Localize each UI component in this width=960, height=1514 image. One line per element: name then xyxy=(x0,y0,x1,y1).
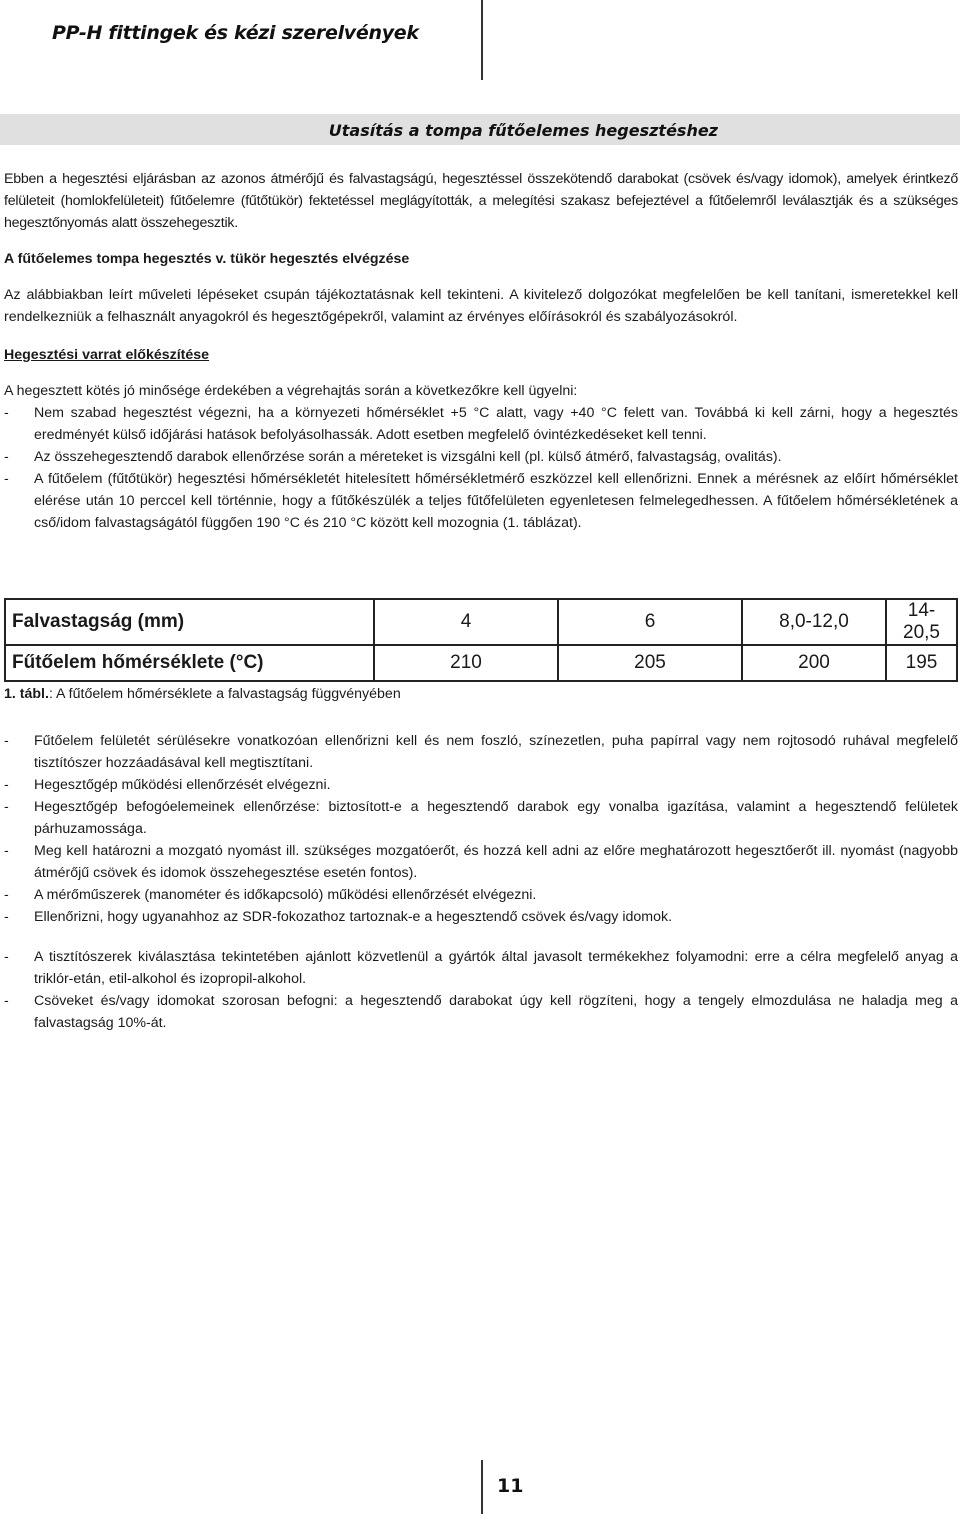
bullet-dash: - xyxy=(4,887,9,903)
bullet-dash: - xyxy=(4,733,9,749)
list-item: - Nem szabad hegesztést végezni, ha a környezeti hőmérséklet +5 °C alatt, vagy +40 °C felett van. Továbbá ki kell zárni, hogy a hegesztés eredményét külső időjárási hatások befolyásolhassák. Adott esetben megfelelő óvintézkedéseket kell tenni. xyxy=(4,402,958,446)
list-item: - Fűtőelem felületét sérülésekre vonatkozóan ellenőrizni kell és nem foszló, színezetlen, puha papírral vagy nem rojtosodó ruhával megfelelő tisztítószer hozzáadásával kell megtisztítani. xyxy=(4,730,958,774)
table-cell: 4 xyxy=(374,599,558,645)
bullet-dash: - xyxy=(4,993,9,1009)
table-row xyxy=(5,599,957,645)
intro-paragraph: Ebben a hegesztési eljárásban az azonos átmérőjű és falvastagságú, hegesztéssel összekötendő darabokat (csövek és/vagy idomok), amelyek érintkező felületeit (homlokfelületeit) fűtőelemre (fűtőtükör) fektetéssel meglágyították, a melegítési szakasz befejeztével a fűtőelemről leválasztják és a szükséges hegesztőnyomás alatt összehegesztik. xyxy=(4,171,958,231)
bullet-dash: - xyxy=(4,799,9,815)
list-item: - Az összehegesztendő darabok ellenőrzése során a méreteket is vizsgálni kell (pl. külső átmérő, falvastagság, ovalitás). xyxy=(4,446,958,468)
bullet-dash: - xyxy=(4,909,9,925)
list-item: - A fűtőelem (fűtőtükör) hegesztési hőmérsékletét hitelesített hőmérsékletmérő eszközzel kell ellenőrizni. Ennek a mérésnek az előírt hőmérséklet elérése után 10 perccel kell történnie, hogy a fűtőkészülék a teljes fűtőfelületen egyenletesen felmelegedhessen. A fűtőelem hőmérsékletének a cső/idom falvastagságától függően 190 °C és 210 °C között kell mozognia (1. táblázat). xyxy=(4,468,958,534)
header-divider xyxy=(481,0,483,80)
table-cell: 195 xyxy=(886,645,957,681)
caption-label: 1. tábl. xyxy=(4,686,49,702)
bullet-dash: - xyxy=(4,405,9,421)
list-item: - Hegesztőgép befogóelemeinek ellenőrzése: biztosított-e a hegesztendő darabok egy vonalba igazítása, valamint a hegesztendő felületek párhuzamossága. xyxy=(4,796,958,840)
caption-text: : A fűtőelem hőmérséklete a falvastagság függvényében xyxy=(48,686,401,702)
bullet-dash: - xyxy=(4,449,9,465)
table-cell: 200 xyxy=(742,645,886,681)
list-item: - Csöveket és/vagy idomokat szorosan befogni: a hegesztendő darabokat úgy kell rögzíteni, hogy a tengely elmozdulása ne haladja meg a falvastagság 10%-át. xyxy=(4,990,958,1034)
table-row-header: Falvastagság (mm) xyxy=(5,599,374,645)
table-cell: 6 xyxy=(558,599,742,645)
list-item: - Hegesztőgép működési ellenőrzését elvégezni. xyxy=(4,774,958,796)
list-item: - Meg kell határozni a mozgató nyomást ill. szükséges mozgatóerőt, és hozzá kell adni az előre meghatározott hegesztőerőt ill. nyomást (nagyobb átmérőjű csövek és idomok összehegesztése esetén fontos). xyxy=(4,840,958,884)
list-item: - Ellenőrizni, hogy ugyanahhoz az SDR-fokozathoz tartoznak-e a hegesztendő csövek és/vagy idomok. xyxy=(4,906,958,928)
footer-divider xyxy=(481,1460,483,1514)
bullet-dash: - xyxy=(4,471,9,487)
bullet-dash: - xyxy=(4,843,9,859)
heading-butt-welding: A fűtőelemes tompa hegesztés v. tükör hegesztés elvégzése xyxy=(4,251,410,267)
page-number: 11 xyxy=(497,1475,524,1497)
list-item: - A tisztítószerek kiválasztása tekintetében ajánlott közvetlenül a gyártók által javasolt termékekhez folyamodni: erre a célra megfelelő anyag a triklór-etán, etil-alkohol és izopropil-alkohol. xyxy=(4,946,958,990)
main-content xyxy=(4,168,958,534)
bullet-dash: - xyxy=(4,949,9,965)
checklist-content xyxy=(4,730,958,1034)
table-row xyxy=(5,645,957,681)
table-cell: 8,0-12,0 xyxy=(742,599,886,645)
paragraph-instructions: Az alábbiakban leírt műveleti lépéseket csupán tájékoztatásnak kell tekinteni. A kivitelező dolgozókat megfelelően be kell tanítani, ismeretekkel kell rendelkezniük a felhasznált anyagokról és hegesztőgépekről, valamint az érvényes előírásokról és szabályozásokról. xyxy=(4,287,958,325)
table-cell: 210 xyxy=(374,645,558,681)
table-cell: 205 xyxy=(558,645,742,681)
bullet-dash: - xyxy=(4,777,9,793)
heading-weld-preparation: Hegesztési varrat előkészítése xyxy=(4,347,210,363)
table-caption xyxy=(4,686,401,702)
paragraph-requirements: A hegesztett kötés jó minősége érdekében a végrehajtás során a következőkre kell ügyelni: xyxy=(4,383,578,399)
section-title: Utasítás a tompa fűtőelemes hegesztéshez xyxy=(328,121,718,140)
list-item: - A mérőműszerek (manométer és időkapcsoló) működési ellenőrzését elvégezni. xyxy=(4,884,958,906)
table-cell: 14-20,5 xyxy=(886,599,957,645)
temperature-table xyxy=(4,598,958,682)
document-header-title: PP-H fittingek és kézi szerelvények xyxy=(52,22,419,44)
table-row-header: Fűtőelem hőmérséklete (°C) xyxy=(5,645,374,681)
